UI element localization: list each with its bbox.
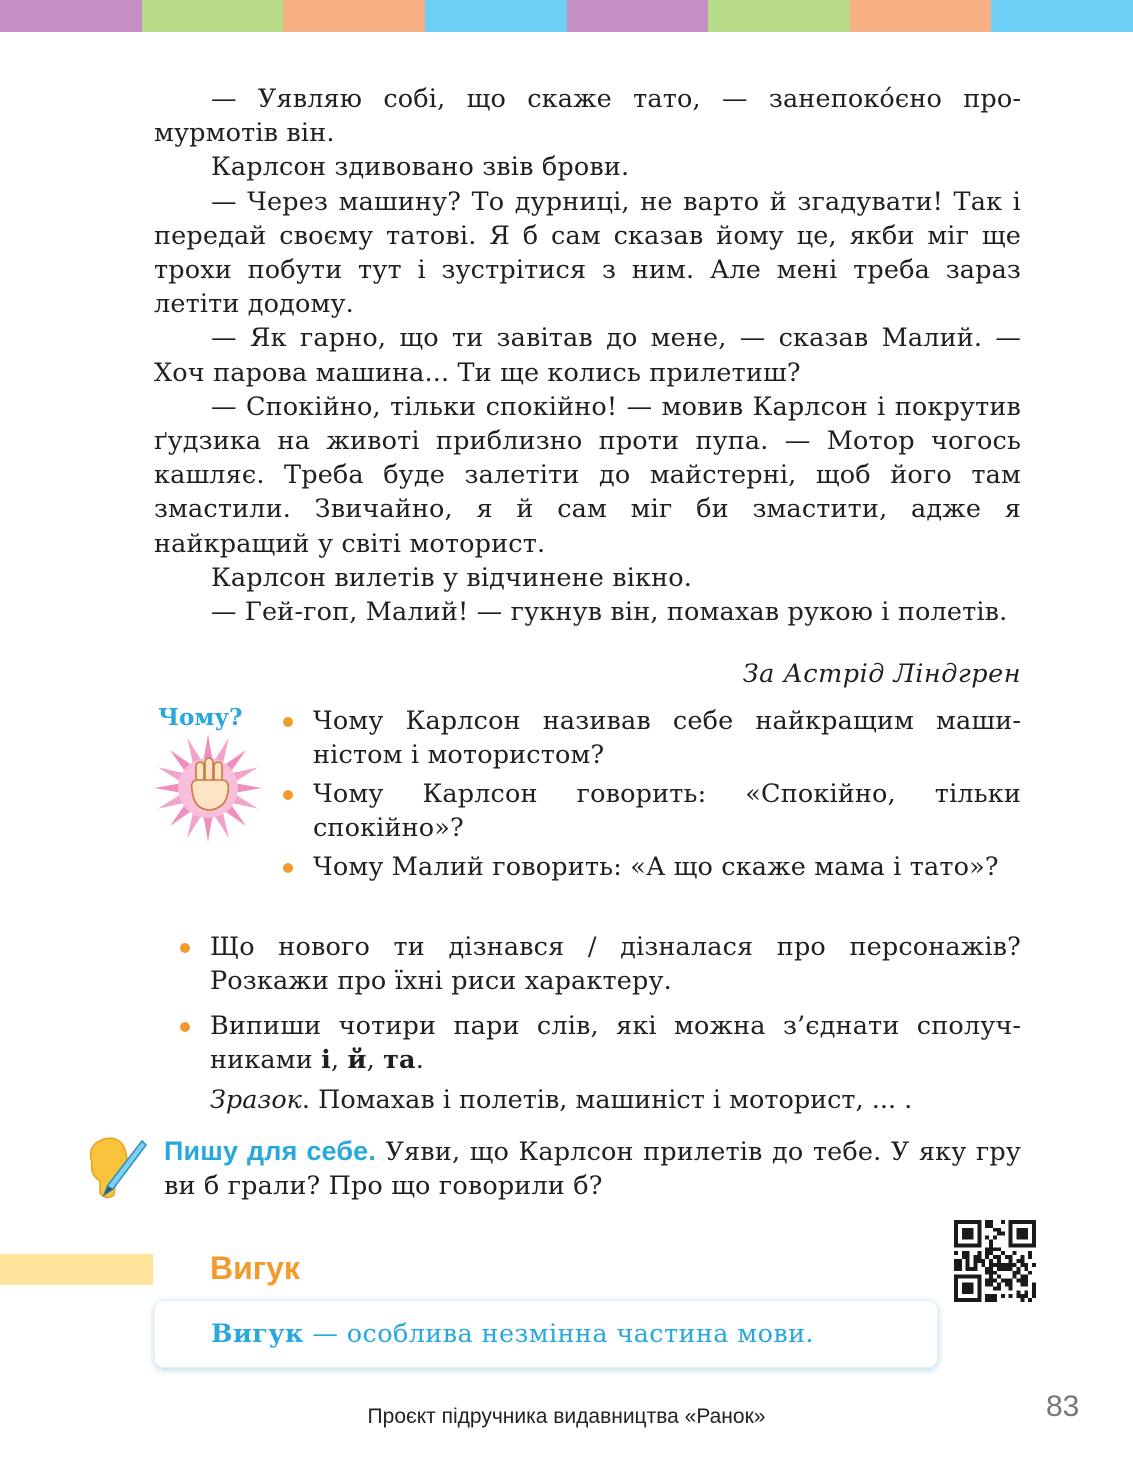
story-paragraph: — Гей-гоп, Малий! — гукнув він, помахав рукою і полетів. <box>211 597 1008 628</box>
why-question-2: Чому Карлсон говорить: «Спокійно, тільки спокійно»? <box>313 779 1021 844</box>
top-color-stripes <box>0 0 1133 32</box>
color-stripe <box>850 0 992 32</box>
footer-text: Проєкт підручника видавництва «Ранок» <box>367 1405 766 1428</box>
pen-hand-icon <box>80 1133 150 1205</box>
story-paragraph: — Спокійно, тільки спокійно! — мовив Карлсон і покрутив ґудзика на животі приблизно проти пупа. — Мотор чогось кашляє. Треба буде залетіти до майстерні, щоб його там змастили. Звичайно, я й сам міг би змастити, адже я найкращий у світі моторист. <box>154 391 1021 559</box>
qr-code[interactable] <box>954 1220 1036 1302</box>
why-question-3: Чому Малий говорить: «А що скаже мама і тато»? <box>313 852 999 882</box>
write-for-self-label: Пишу для себе. <box>164 1136 376 1166</box>
sample-label: Зразок <box>210 1085 302 1115</box>
bullet-dot <box>283 790 293 800</box>
hand-flower-icon <box>152 732 264 844</box>
section-title: Вигук <box>210 1250 300 1286</box>
story-paragraph: Карлсон вилетів у відчинене вікно. <box>211 562 693 593</box>
definition-text: Вигук — особлива незмінна частина мови. <box>211 1319 815 1349</box>
page-number: 83 <box>1046 1390 1080 1423</box>
color-stripe <box>708 0 850 32</box>
story-paragraph: — Як гарно, що ти завітав до мене, — сказав Малий. — Хоч парова машина... Ти ще колись прилетиш? <box>154 323 1021 388</box>
color-stripe <box>567 0 709 32</box>
story-paragraph: — Уявляю собі, що скаже тато, — занепоко́єно промурмотів він. <box>154 84 1021 149</box>
bullet-dot <box>180 943 190 953</box>
conjunction-ta: та <box>383 1045 416 1076</box>
why-label: Чому? <box>158 704 243 731</box>
bullet-dot <box>283 863 293 873</box>
story-paragraph: — Через машину? То дурниці, не варто й згадувати! Так і передай своєму татові. Я б сам сказав йому це, якби міг ще трохи побути тут і зустрітися з ним. Але мені треба зараз летіти додому. <box>154 186 1021 320</box>
color-stripe <box>0 0 142 32</box>
section-accent-band <box>0 1254 153 1285</box>
why-question-1: Чому Карлсон називав себе найкращим машиністом і мотористом? <box>313 706 1021 771</box>
definition-term: Вигук <box>211 1319 304 1349</box>
task-1: Що нового ти дізнався / дізналася про персонажів? Розкажи про їхні риси характеру. <box>210 932 1021 997</box>
conjunction-i: і <box>321 1045 331 1076</box>
sample-line: Зразок. Помахав і полетів, машиніст і моторист, ... . <box>210 1085 913 1115</box>
color-stripe <box>991 0 1133 32</box>
color-stripe <box>142 0 284 32</box>
task-2: Випиши чотири пари слів, які можна з’єднати сполучниками і, й, та. <box>210 1011 1021 1076</box>
story-paragraph: Карлсон здивовано звів брови. <box>211 152 630 183</box>
bullet-dot <box>180 1022 190 1032</box>
bullet-dot <box>283 717 293 727</box>
story-author: За Астрід Ліндгрен <box>742 659 1021 689</box>
conjunction-y: й <box>347 1045 367 1076</box>
color-stripe <box>283 0 425 32</box>
definition-box <box>154 1300 938 1368</box>
write-for-self: Пишу для себе. Уяви, що Карлсон прилетів до тебе. У яку гру ви б грали? Про що говорили б? <box>164 1136 1021 1202</box>
color-stripe <box>425 0 567 32</box>
story-text <box>154 82 1021 629</box>
